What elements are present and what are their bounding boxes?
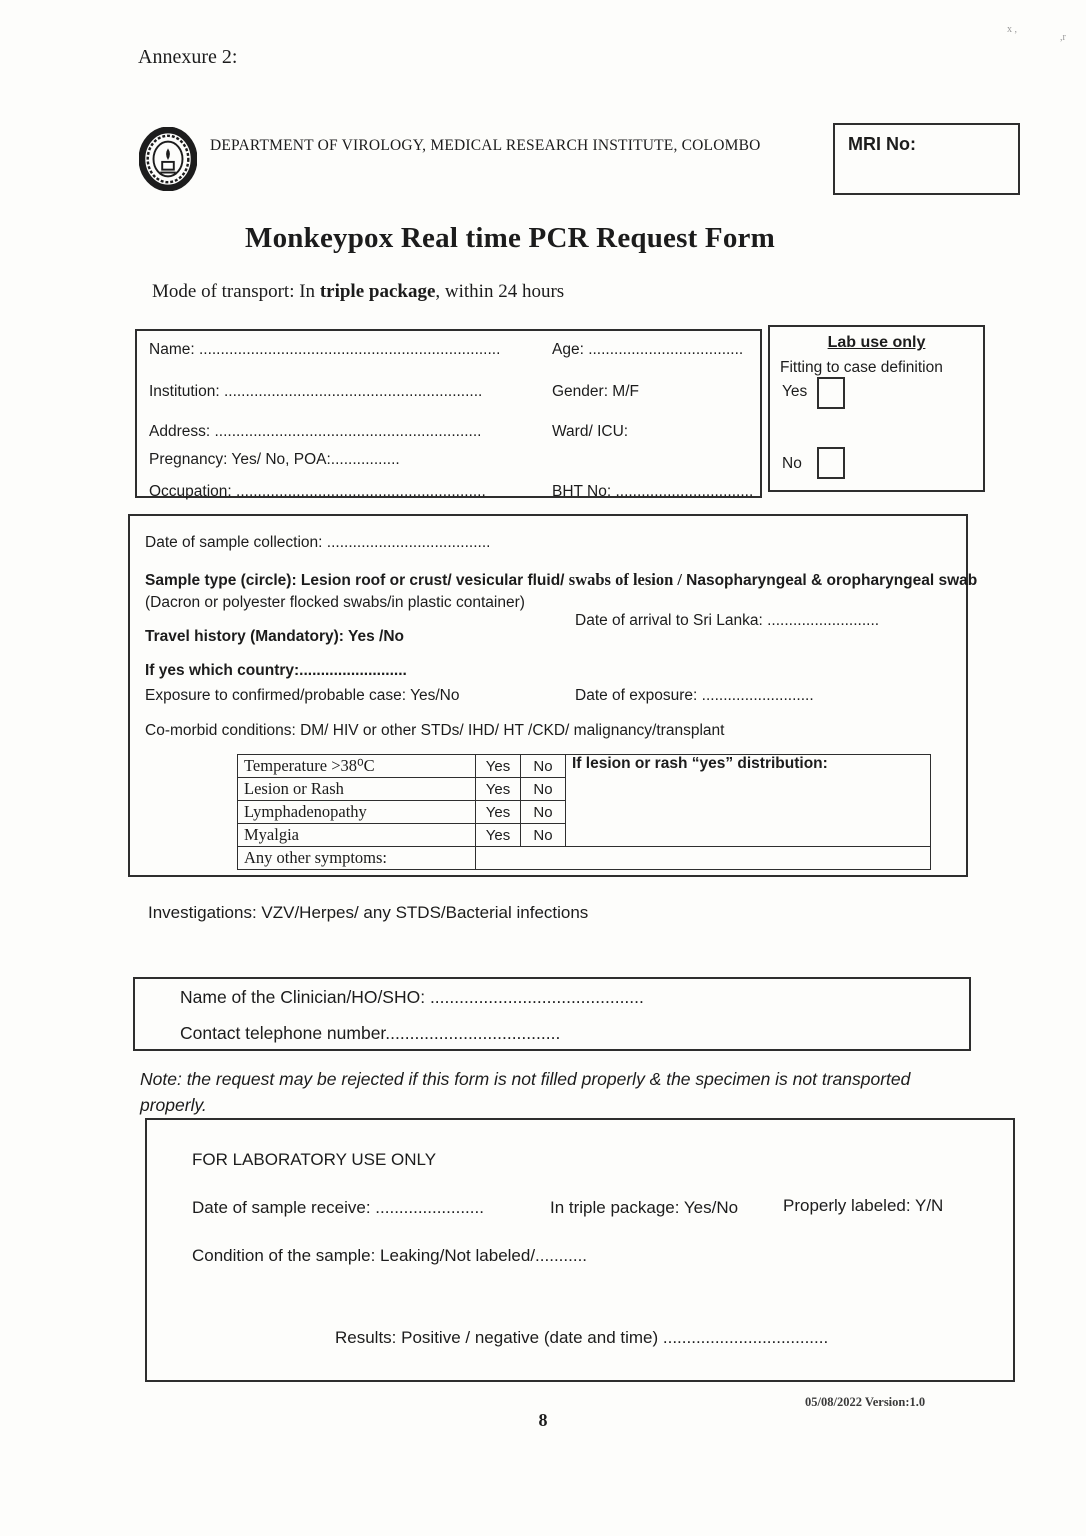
comorbid-line: Co-morbid conditions: DM/ HIV or other STDs/ IHD/ HT /CKD/ malignancy/transplant	[145, 722, 725, 739]
symptom-name: Myalgia	[238, 824, 476, 847]
rejection-note	[140, 1066, 990, 1118]
institution-field: Institution: ............................................................	[149, 383, 483, 400]
mode-of-transport-line	[152, 281, 564, 303]
symptoms-table	[237, 754, 931, 870]
laboratory-use-box	[145, 1118, 1015, 1382]
pregnancy-field: Pregnancy: Yes/ No, POA:................	[149, 451, 400, 468]
fitting-case-definition-label: Fitting to case definition	[780, 359, 943, 376]
version-note: 05/08/2022 Version:1.0	[805, 1395, 926, 1409]
symptom-no-cell[interactable]: No	[521, 824, 566, 847]
note-line-2: properly.	[140, 1095, 207, 1115]
no-checkbox[interactable]	[817, 447, 845, 479]
symptom-yes-cell[interactable]: Yes	[476, 801, 521, 824]
transport-bold: triple package	[319, 281, 436, 302]
gender-field: Gender: M/F	[552, 383, 639, 400]
transport-prefix: Mode of transport: In	[152, 281, 320, 302]
table-row	[238, 755, 931, 778]
symptom-no-cell[interactable]: No	[521, 778, 566, 801]
age-field: Age: ....................................	[552, 341, 744, 358]
date-receive-field: Date of sample receive: .......................	[192, 1198, 484, 1217]
other-symptoms-label: Any other symptoms:	[238, 847, 476, 870]
department-title: DEPARTMENT OF VIROLOGY, MEDICAL RESEARCH INSTITUTE, COLOMBO	[210, 137, 761, 154]
clinician-name-field: Name of the Clinician/HO/SHO: ............................................	[180, 987, 644, 1007]
sample-details-box	[128, 514, 978, 877]
properly-labeled-field: Properly labeled: Y/N	[783, 1196, 944, 1215]
date-exposure-field: Date of exposure: ..........................	[575, 687, 814, 704]
lab-use-only-title: Lab use only	[827, 334, 926, 351]
ward-icu-field: Ward/ ICU:	[552, 423, 629, 440]
if-yes-country-field: If yes which country:.........................	[145, 662, 407, 679]
symptom-no-cell[interactable]: No	[521, 755, 566, 778]
symptom-name: Temperature >38⁰C	[238, 755, 476, 778]
sample-condition-field: Condition of the sample: Leaking/Not labeled/...........	[192, 1246, 588, 1265]
date-arrival-field: Date of arrival to Sri Lanka: ..........................	[575, 612, 880, 629]
note-line-1: Note: the request may be rejected if this form is not filled properly & the specimen is not transported	[140, 1069, 911, 1089]
form-title: Monkeypox Real time PCR Request Form	[245, 222, 775, 254]
other-symptoms-input-cell[interactable]	[476, 847, 931, 870]
contact-phone-field: Contact telephone number....................................	[180, 1023, 561, 1043]
mri-no-box[interactable]	[833, 123, 1020, 195]
symptom-no-cell[interactable]: No	[521, 801, 566, 824]
address-field: Address: ..............................................................	[149, 423, 482, 440]
transport-suffix: , within 24 hours	[435, 281, 565, 302]
patient-details-box	[135, 329, 762, 498]
institute-seal-icon	[139, 127, 197, 191]
table-row	[238, 847, 931, 870]
lab-use-only-box	[768, 325, 985, 492]
sample-type-part1: Sample type (circle): Lesion roof or crust/ vesicular fluid/	[145, 572, 569, 589]
yes-label: Yes	[782, 383, 808, 400]
symptom-yes-cell[interactable]: Yes	[476, 778, 521, 801]
symptom-name: Lymphadenopathy	[238, 801, 476, 824]
occupation-field: Occupation: ..........................................................	[149, 483, 486, 500]
container-note: (Dacron or polyester flocked swabs/in plastic container)	[145, 594, 525, 611]
sample-type-part2: swabs of lesion /	[568, 570, 687, 589]
no-label: No	[782, 455, 802, 472]
annexure-label: Annexure 2:	[138, 46, 238, 68]
sample-type-line	[145, 570, 977, 590]
yes-checkbox[interactable]	[817, 377, 845, 409]
exposure-line: Exposure to confirmed/probable case: Yes/No	[145, 687, 460, 704]
clinician-box	[133, 977, 971, 1051]
scan-speck: ,r	[1060, 32, 1066, 43]
symptom-yes-cell[interactable]: Yes	[476, 824, 521, 847]
page-number: 8	[538, 1410, 548, 1430]
lab-box-title: FOR LABORATORY USE ONLY	[192, 1150, 437, 1169]
travel-history-line: Travel history (Mandatory): Yes /No	[145, 628, 404, 645]
sample-type-part3: Nasopharyngeal & oropharyngeal swab	[686, 572, 978, 589]
bht-no-field: BHT No: ................................	[552, 483, 754, 500]
results-field: Results: Positive / negative (date and time) ...................................	[335, 1328, 829, 1347]
investigations-line: Investigations: VZV/Herpes/ any STDS/Bacterial infections	[148, 903, 589, 922]
scan-speck: x ,	[1007, 24, 1017, 35]
name-field: Name: ......................................................................	[149, 341, 501, 358]
symptom-name: Lesion or Rash	[238, 778, 476, 801]
date-sample-collection-field: Date of sample collection: ......................................	[145, 534, 491, 551]
symptom-yes-cell[interactable]: Yes	[476, 755, 521, 778]
mri-no-label: MRI No:	[848, 134, 916, 154]
triple-package-field: In triple package: Yes/No	[550, 1198, 739, 1217]
rash-distribution-cell[interactable]: If lesion or rash “yes” distribution:	[566, 755, 931, 847]
